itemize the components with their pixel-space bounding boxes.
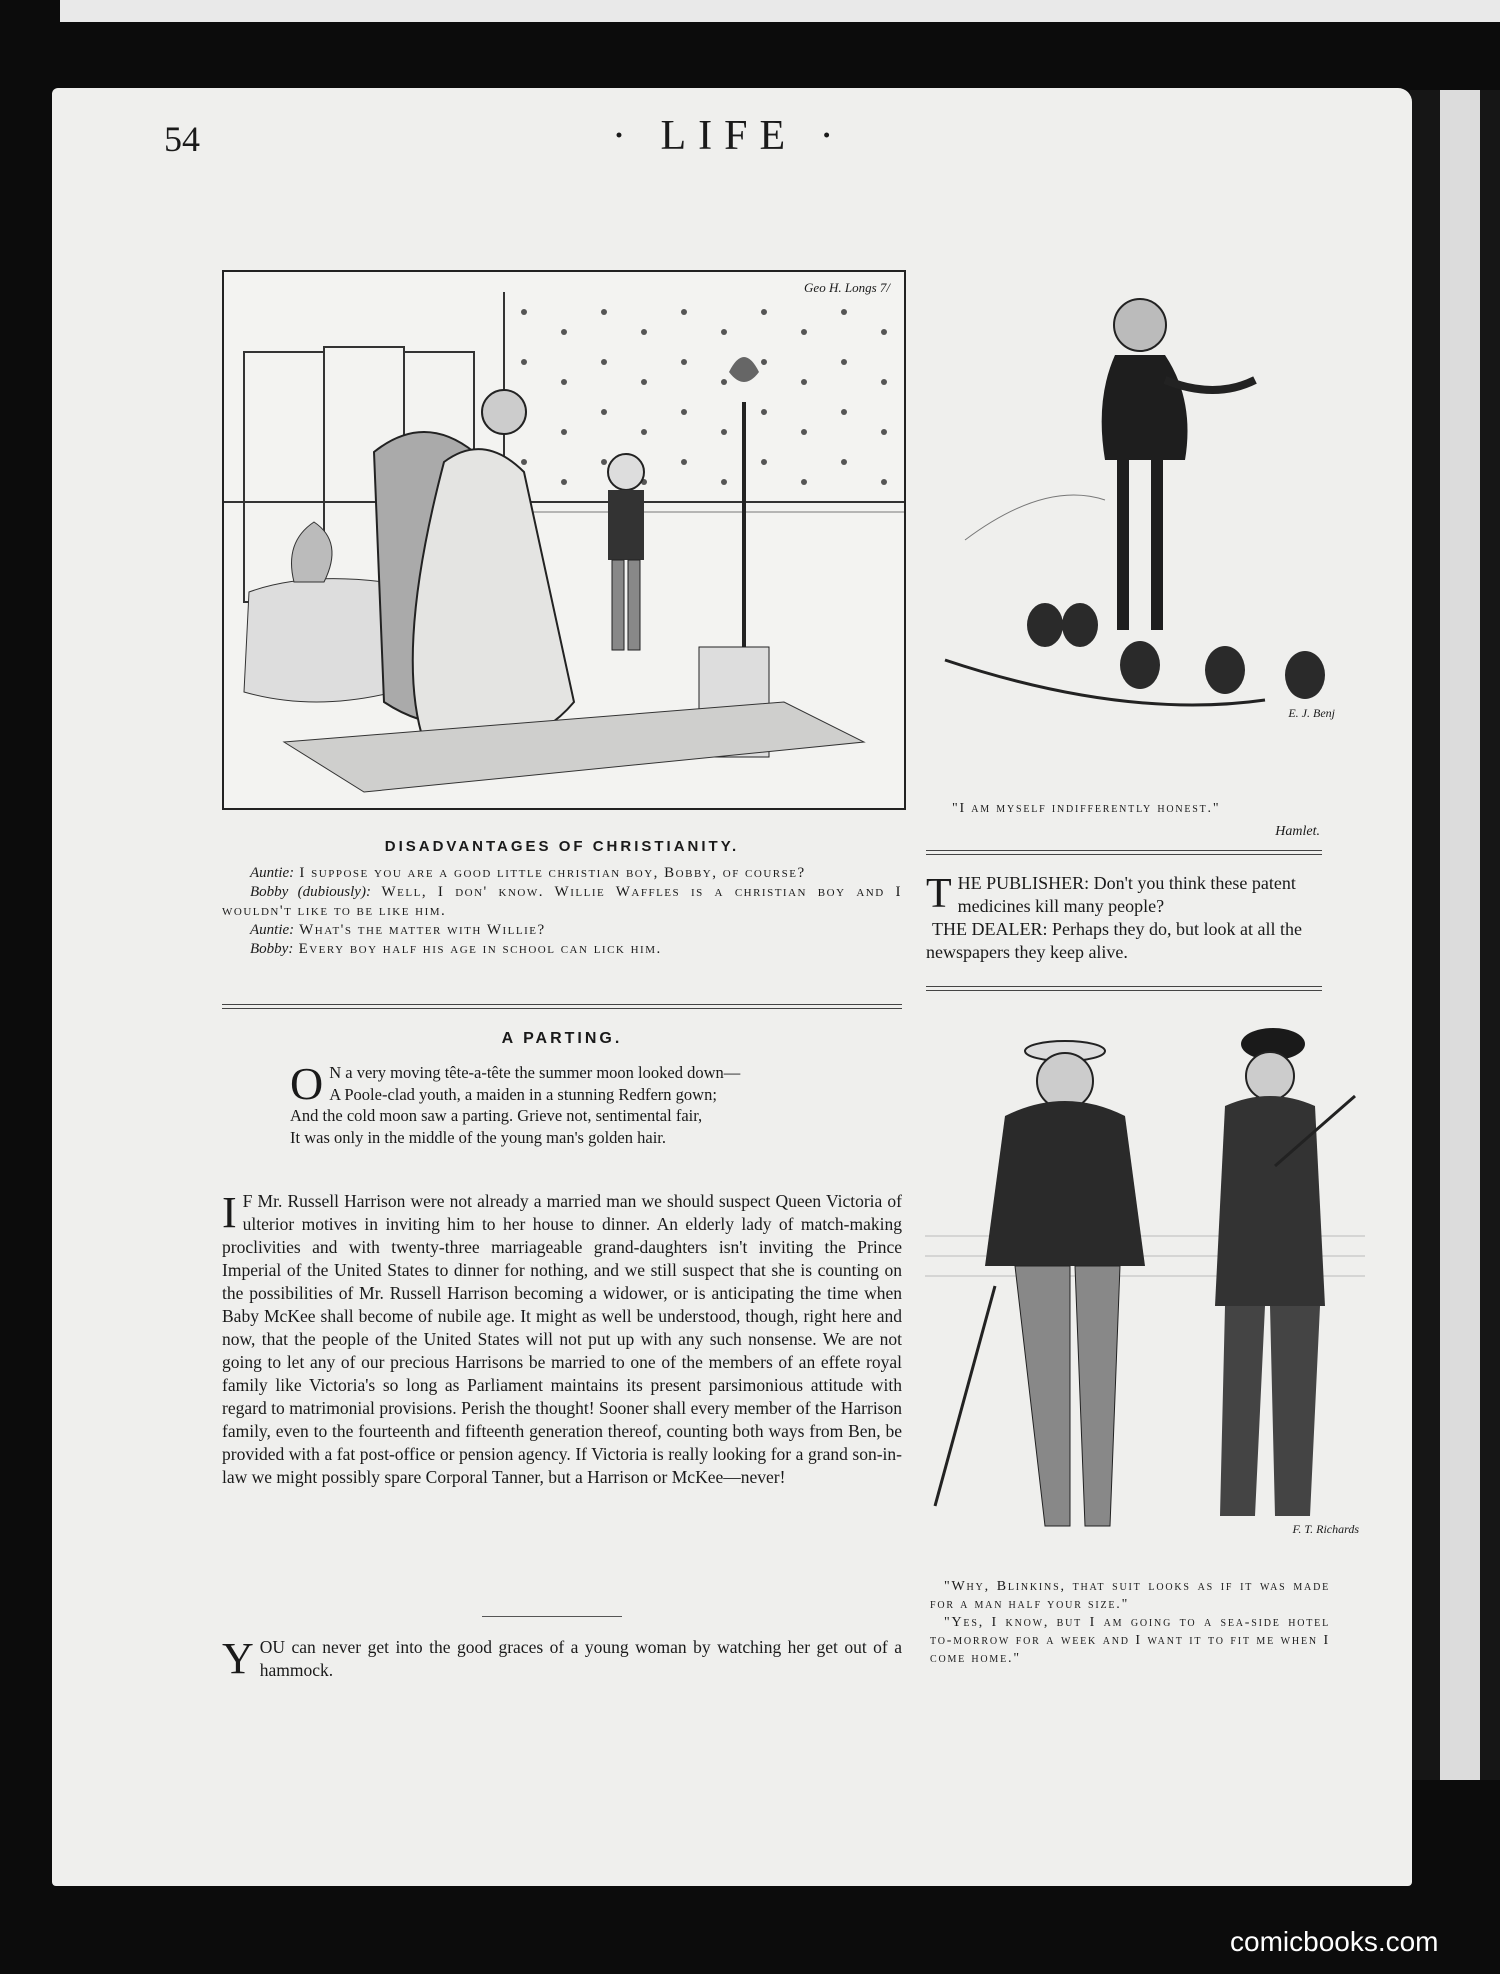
hamlet-attribution: Hamlet. bbox=[1275, 824, 1320, 839]
line-text: Well, I don' know. Willie Waffles is a christian boy and I wouldn't like to be like him. bbox=[222, 884, 902, 919]
cartoon-title: DISADVANTAGES OF CHRISTIANITY. bbox=[384, 838, 740, 855]
drop-cap: O bbox=[290, 1058, 324, 1109]
publisher-joke bbox=[926, 872, 1322, 964]
cartoon-dialogue bbox=[222, 864, 902, 959]
previous-page-edge bbox=[60, 0, 1500, 22]
editorial-text: F Mr. Russell Harrison were not already a married man we should suspect Queen Victoria of ulterior motives in inviting him to her house to dinner. An elderly lady of match-making proclivities and with twenty-three marriageable grand-daughters isn't inviting the Prince Imperial of the United States to dinner for nothing, and we still suspect that she is counting on the possibilities of Mr. Russell Harrison becoming a widower, or is anticipating the time when Baby McKee shall become of nubile age. It might as well be understood, though, right here and now, that the people of the United States will not put up with any such nonsense. We are not going to let any of our precious Harrisons be married to one of the members of an effete royal family like Victoria's so long as Parliament maintains its present parsimonious attitude with regard to matrimonial provisions. Perish the thought! Sooner shall every member of the Harrison family, even to the fourteenth and fifteenth generation thereof, counting both ways from Ben, be provided with a fat post-office or pension agency. If Victoria is really looking for a grand son-in-law we might possibly spare Corporal Tanner, but a Harrison or McKee—never! bbox=[222, 1191, 902, 1487]
drop-cap: Y bbox=[222, 1634, 254, 1683]
poem-line: And the cold moon saw a parting. Grieve not, sentimental fair, bbox=[290, 1106, 703, 1125]
dialogue-line bbox=[222, 921, 902, 940]
line-text: What's the matter with Willie? bbox=[294, 922, 546, 938]
section-divider bbox=[222, 1004, 902, 1009]
illustration-two-gentlemen bbox=[925, 1006, 1365, 1546]
poem-line: It was only in the middle of the young man's golden hair. bbox=[290, 1127, 666, 1147]
drawing-blinkins-and-friend bbox=[925, 1006, 1365, 1546]
blinkins-caption bbox=[930, 1578, 1330, 1668]
caption-line: "Yes, I know, but I am going to a sea-side hotel to-morrow for a week and I want it to fit me when I come home." bbox=[930, 1615, 1330, 1666]
next-page-edge bbox=[1410, 90, 1500, 1780]
speaker: Auntie: bbox=[250, 922, 295, 938]
caption-line: "Why, Blinkins, that suit looks as if it was made for a man half your size." bbox=[930, 1579, 1330, 1612]
speaker: Auntie: bbox=[250, 865, 295, 881]
dealer-line: THE DEALER: Perhaps they do, but look at all the newspapers they keep alive. bbox=[926, 919, 1302, 962]
dialogue-line bbox=[222, 940, 902, 959]
speaker: Bobby: bbox=[250, 941, 294, 957]
hamlet-caption: "I am myself indifferently honest." bbox=[952, 801, 1221, 816]
artist-signature: F. T. Richards bbox=[1292, 1522, 1359, 1536]
speaker: Bobby (dubiously): bbox=[250, 884, 371, 900]
line-text: I suppose you are a good little christian boy, Bobby, of course? bbox=[294, 865, 806, 881]
section-divider bbox=[926, 986, 1322, 991]
hammock-text: OU can never get into the good graces of a young woman by watching her get out of a hammock. bbox=[259, 1637, 902, 1680]
drawing-parlor-scene bbox=[224, 272, 904, 808]
masthead: · LIFE · bbox=[612, 113, 846, 159]
illustration-hamlet bbox=[925, 260, 1345, 730]
dialogue-line bbox=[222, 864, 902, 883]
illustration-auntie-and-bobby bbox=[222, 270, 906, 810]
hammock-paragraph bbox=[222, 1636, 902, 1682]
poem-a-parting bbox=[290, 1058, 850, 1148]
artist-signature: E. J. Benj bbox=[1288, 706, 1335, 720]
short-divider bbox=[482, 1616, 622, 1617]
section-divider bbox=[926, 850, 1322, 855]
publisher-line: HE PUBLISHER: Don't you think these patent medicines kill many people? bbox=[957, 873, 1296, 916]
poem-line: N a very moving tête-a-tête the summer moon looked down— bbox=[329, 1063, 741, 1082]
drop-cap: I bbox=[222, 1188, 237, 1237]
drawing-bowing-actor bbox=[925, 260, 1345, 730]
drop-cap: T bbox=[926, 871, 952, 917]
poem-line: A Poole-clad youth, a maiden in a stunning Redfern gown; bbox=[329, 1084, 717, 1104]
line-text: Every boy half his age in school can lick him. bbox=[293, 941, 662, 957]
watermark: comicbooks.com bbox=[1230, 1926, 1439, 1957]
artist-signature: Geo H. Longs 7/ bbox=[804, 280, 890, 295]
editorial-paragraph bbox=[222, 1190, 902, 1489]
poem-title: A PARTING. bbox=[501, 1030, 623, 1047]
page-number: 54 bbox=[164, 119, 200, 159]
dialogue-line bbox=[222, 883, 902, 921]
